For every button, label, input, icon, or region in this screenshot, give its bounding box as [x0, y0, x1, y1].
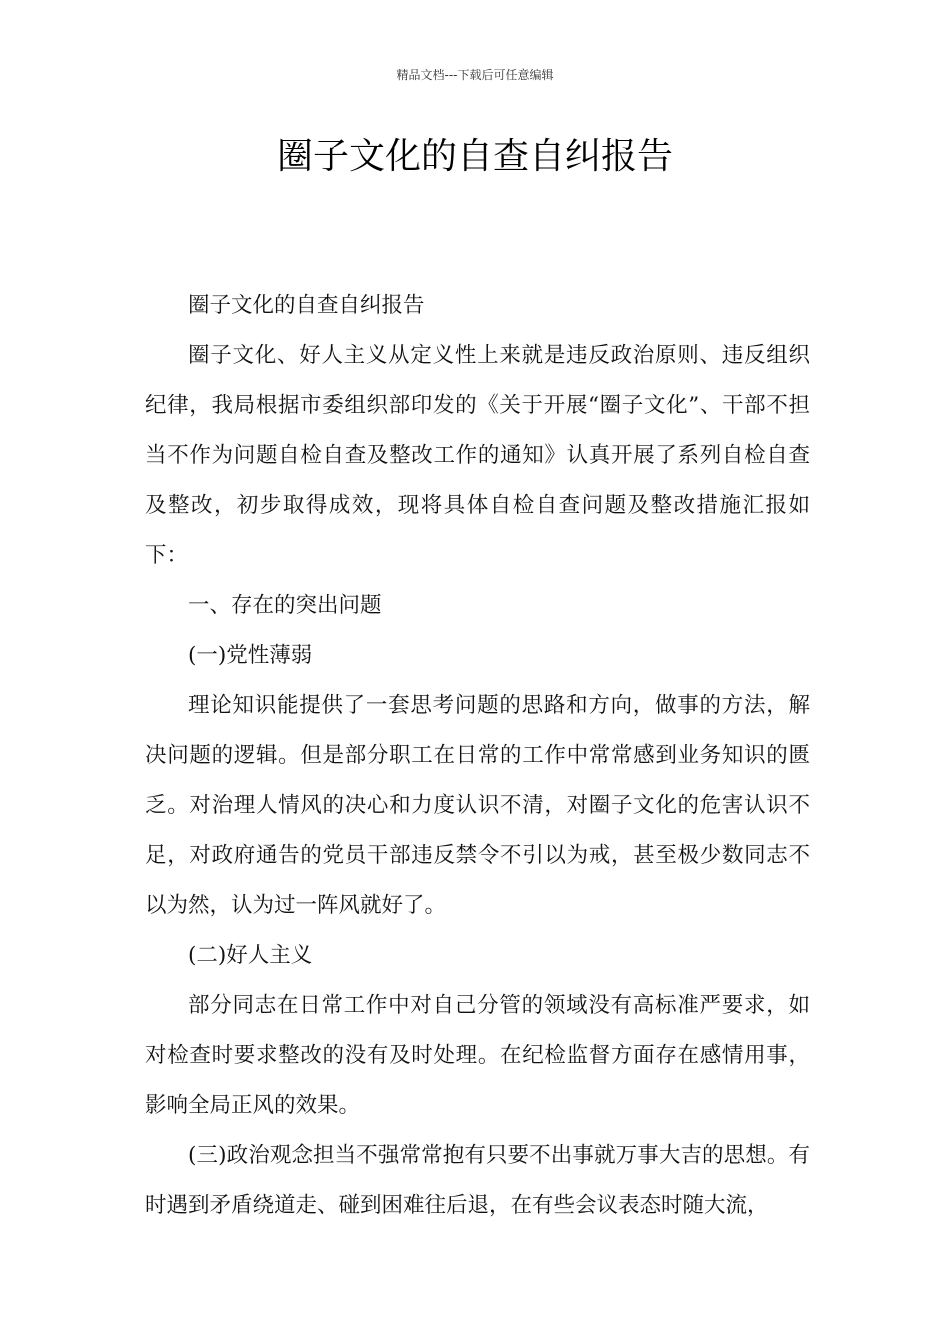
section-heading-problems: 一、存在的突出问题: [188, 593, 382, 618]
paragraph-party-spirit: 理论知识能提供了一套思考问题的思路和方向，做事的方法，解决问题的逻辑。但是部分职工在日常的工作中常常感到业务知识的匮乏。对治理人情风的决心和力度认识不清，对圈子文化的危害认识不足，对政府通告的党员干部违反禁令不引以为戒，甚至极少数同志不以为然，认为过一阵风就好了。: [145, 693, 810, 918]
header-note: 精品文档---下载后可任意编辑: [396, 68, 554, 82]
subheading-good-person: (二)好人主义: [188, 943, 313, 968]
document-title: 圈子文化的自查自纠报告: [276, 136, 673, 177]
subheading-party-spirit: (一)党性薄弱: [188, 643, 313, 668]
paragraph-good-person: 部分同志在日常工作中对自己分管的领域没有高标准严要求，如对检查时要求整改的没有及时处理。在纪检监督方面存在感情用事，影响全局正风的效果。: [145, 993, 810, 1118]
paragraph-repeat-title: 圈子文化的自查自纠报告: [188, 293, 425, 318]
document-body: [145, 281, 810, 1231]
paragraph-political-awareness: (三)政治观念担当不强常常抱有只要不出事就万事大吉的思想。有时遇到矛盾绕道走、碰到困难往后退，在有些会议表态时随大流，: [145, 1143, 810, 1218]
paragraph-intro: 圈子文化、好人主义从定义性上来就是违反政治原则、违反组织纪律，我局根据市委组织部印发的《关于开展“圈子文化”、干部不担当不作为问题自检自查及整改工作的通知》认真开展了系列自检自查及整改，初步取得成效，现将具体自检自查问题及整改措施汇报如下：: [145, 343, 810, 568]
